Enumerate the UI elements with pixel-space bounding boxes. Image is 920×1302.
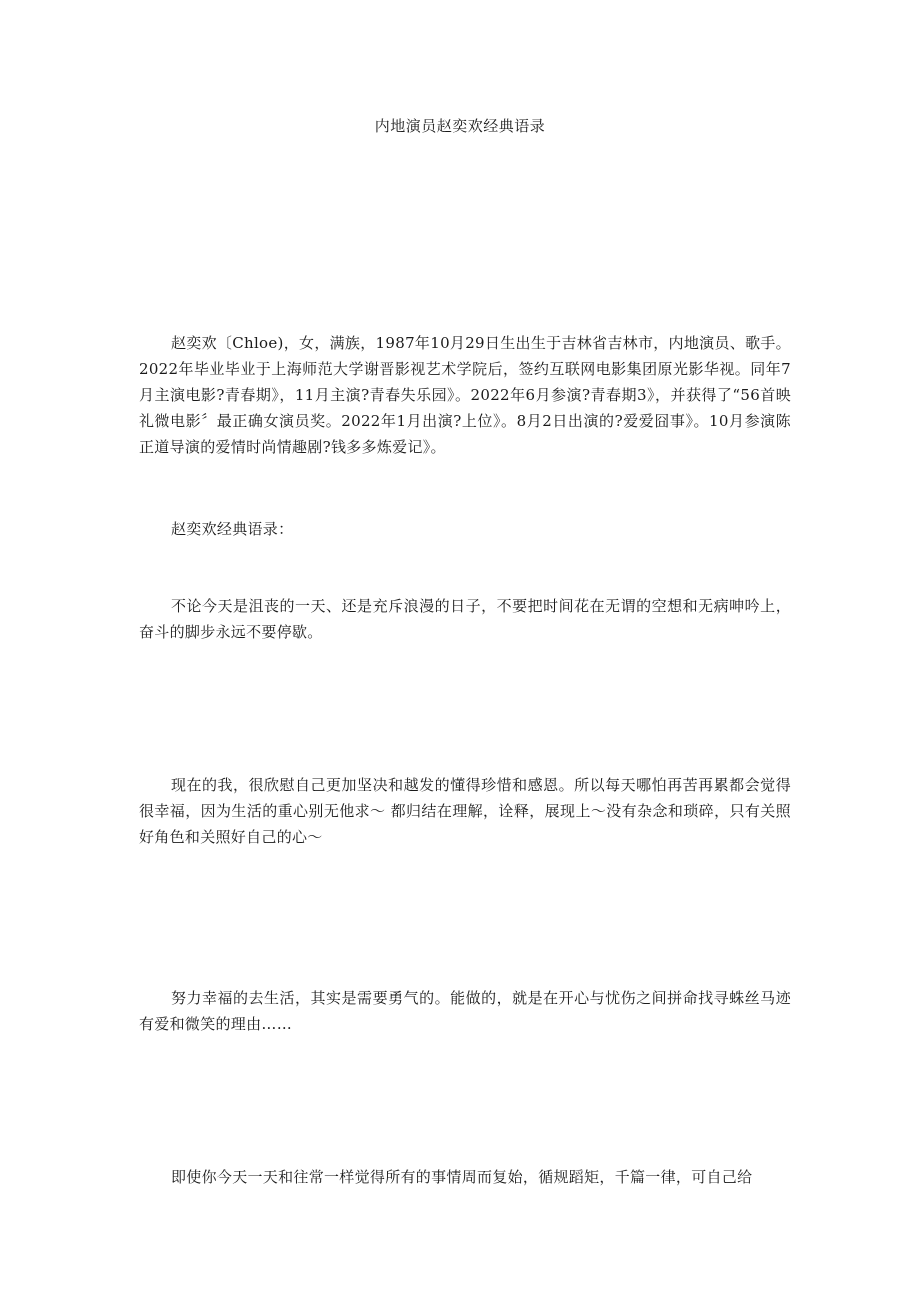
quote-paragraph: 努力幸福的去生活，其实是需要勇气的。能做的，就是在开心与忧伤之间拼命找寻蛛丝马迹有爱和微笑的理由…… (139, 989, 791, 1033)
quote-paragraph: 现在的我，很欣慰自己更加坚决和越发的懂得珍惜和感恩。所以每天哪怕再苦再累都会觉得很幸福，因为生活的重心别无他求～ 都归结在理解，诠释，展现上～没有杂念和琐碎，只有关照好角色和关照好自己的心～ (139, 776, 791, 846)
page-title: 内地演员赵奕欢经典语录 (374, 117, 546, 135)
quote-paragraph: 不论今天是沮丧的一天、还是充斥浪漫的日子，不要把时间花在无谓的空想和无病呻吟上，奋斗的脚步永远不要停歇。 (139, 597, 791, 641)
quote-paragraph: 即使你今天一天和往常一样觉得所有的事情周而复始，循规蹈矩，千篇一律，可自己给 (171, 1168, 753, 1186)
quotes-heading: 赵奕欢经典语录： (171, 520, 294, 538)
bio-paragraph: 赵奕欢〔Chloe)，女，满族，1987年10月29日生出生于吉林省吉林市，内地演员、歌手。2022年毕业毕业于上海师范大学谢晋影视艺术学院后，签约互联网电影集团原光影华视。同年7月主演电影?青春期》，11月主演?青春失乐园》。2022年6月参演?青春期3》，并获得了“56首映礼微电影〞最正确女演员奖。2022年1月出演?上位》。8月2日出演的?爱爱囧事》。10月参演陈正道导演的爱情时尚情趣剧?钱多多炼爱记》。 (139, 334, 791, 456)
